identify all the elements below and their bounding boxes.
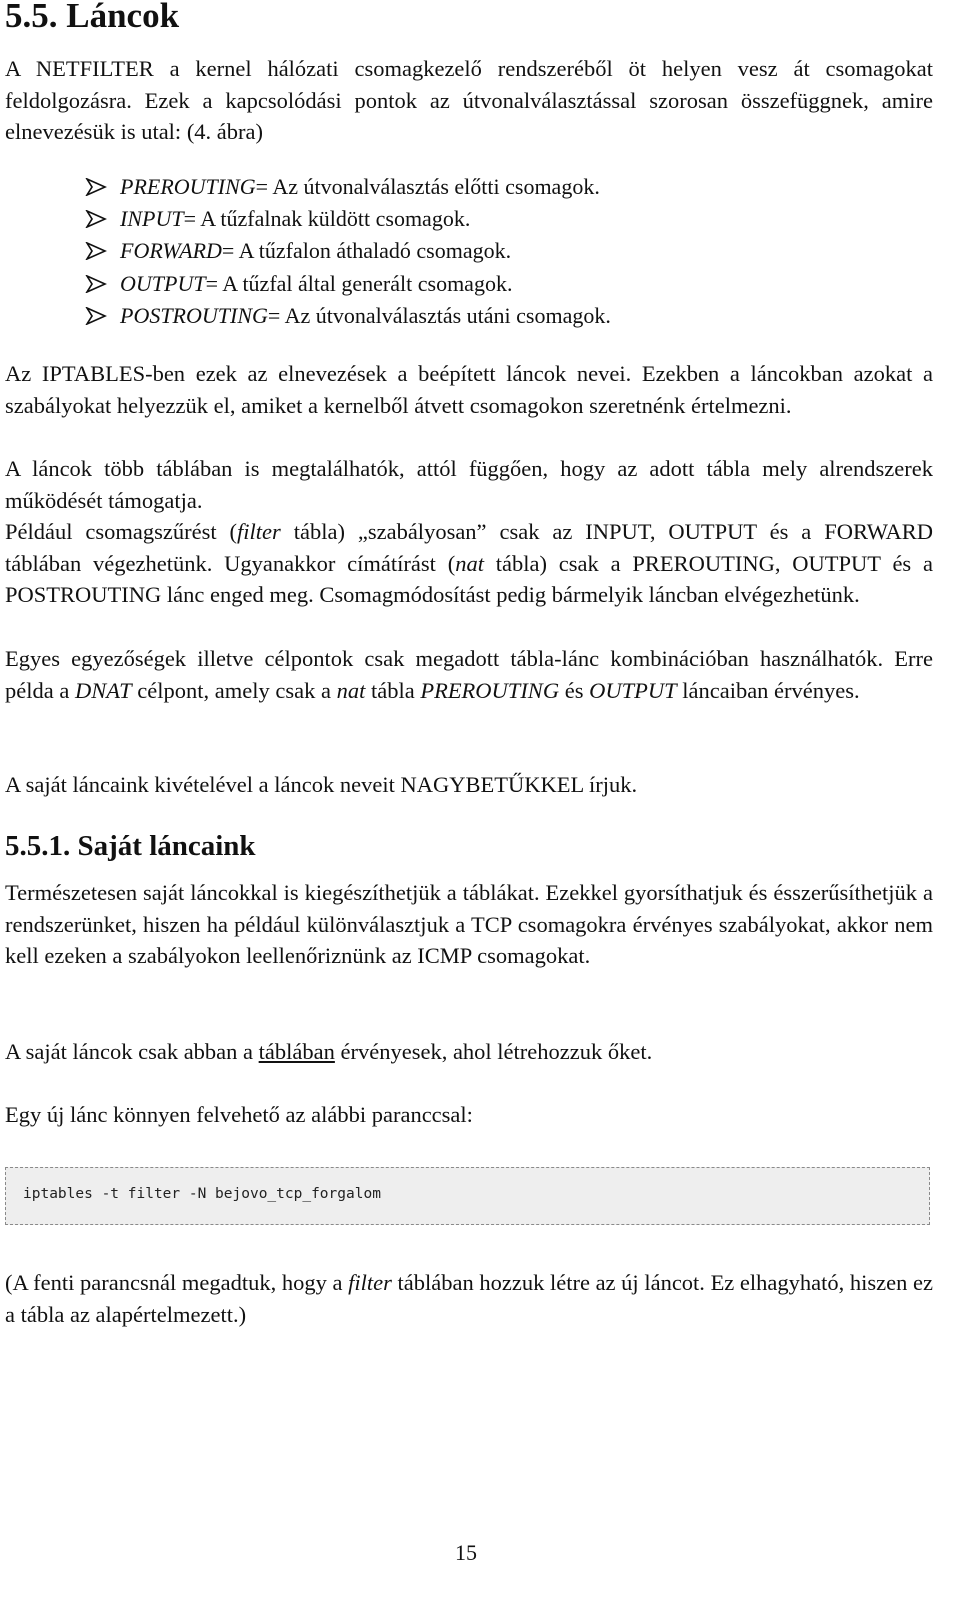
chain-list-item-forward bbox=[85, 235, 611, 267]
chain-name: INPUT bbox=[120, 206, 184, 232]
text-run: tábla bbox=[365, 677, 421, 703]
italic-term: PREROUTING bbox=[420, 677, 560, 703]
chain-list bbox=[85, 171, 611, 332]
paragraph-tables: A láncok több táblában is megtalálhatók, attól függően, hogy az adott tábla mely alrendszerek működését támogatja. bbox=[5, 456, 933, 513]
italic-term: DNAT bbox=[74, 677, 132, 703]
arrowhead-bullet-icon bbox=[85, 307, 107, 325]
text-run: A saját láncok csak abban a bbox=[5, 1039, 259, 1064]
italic-term: OUTPUT bbox=[589, 677, 677, 703]
chain-description: = Az útvonalválasztás előtti csomagok. bbox=[255, 174, 600, 199]
text-run: Például csomagszűrést ( bbox=[5, 519, 238, 544]
subsection-title: 5.5.1. Saját láncaink bbox=[5, 830, 256, 862]
arrowhead-bullet-icon bbox=[85, 210, 107, 228]
text-run: és bbox=[559, 677, 590, 703]
chain-description: = A tűzfal által generált csomagok. bbox=[205, 270, 513, 296]
chain-description: = A tűzfalon áthaladó csomagok. bbox=[221, 238, 512, 264]
paragraph-custom-chains: Természetesen saját láncokkal is kiegészíthetjük a táblákat. Ezekkel gyorsíthatjuk és ésszerűsíthetjük a rendszerünket, hiszen ha például különválasztjuk a TCP csomagokra érvényes szabályokat, akkor nem kell ezeken a szabályokon leellenőriznünk az ICMP csomagokat. bbox=[5, 880, 933, 969]
italic-term: nat bbox=[336, 677, 366, 703]
chain-name: POSTROUTING bbox=[120, 302, 268, 328]
chain-description: = A tűzfalnak küldött csomagok. bbox=[183, 206, 471, 232]
section-title: 5.5. Láncok bbox=[5, 0, 180, 35]
chain-list-item-prerouting bbox=[85, 171, 611, 203]
text-run: érvényesek, ahol létrehozzuk őket. bbox=[334, 1039, 653, 1064]
arrowhead-bullet-icon bbox=[85, 178, 107, 196]
arrowhead-bullet-icon bbox=[85, 242, 107, 260]
paragraph-note bbox=[5, 1267, 933, 1330]
table-link[interactable]: táblában bbox=[258, 1039, 335, 1064]
paragraph-valid-scope bbox=[5, 1036, 933, 1068]
text-run: táblában hozzuk létre az új láncot. Ez elhagyható, hiszen ez a tábla az alapértelmezett.) bbox=[5, 1270, 934, 1327]
paragraph-builtin-chains: Az IPTABLES-ben ezek az elnevezések a beépített láncok nevei. Ezekben a láncokban azokat a szabályokat helyezzük el, amiket a kernelből átvett csomagokon szeretnénk értelmezni. bbox=[5, 361, 933, 418]
chain-name: OUTPUT bbox=[120, 270, 206, 296]
page-number: 15 bbox=[455, 1540, 477, 1565]
italic-term: filter bbox=[237, 519, 281, 544]
italic-term: nat bbox=[455, 550, 484, 576]
chain-name: FORWARD bbox=[120, 238, 222, 264]
text-run: célpont, amely csak a bbox=[131, 677, 337, 703]
chain-name: PREROUTING bbox=[120, 174, 256, 199]
text-run: láncaiban érvényes. bbox=[676, 677, 860, 703]
arrowhead-bullet-icon bbox=[85, 275, 107, 293]
chain-description: = Az útvonalválasztás utáni csomagok. bbox=[267, 302, 611, 328]
italic-term: filter bbox=[348, 1270, 392, 1295]
paragraph-targets bbox=[5, 643, 933, 706]
text-run: (A fenti parancsnál megadtuk, hogy a bbox=[5, 1270, 349, 1295]
chain-list-item-input bbox=[85, 203, 611, 235]
code-block bbox=[5, 1167, 930, 1225]
intro-paragraph bbox=[5, 53, 933, 148]
text-run: tábla) csak a PREROUTING, OUTPUT és a POSTROUTING lánc enged meg. Csomagmódosítást pedig bármelyik láncban elvégezhetünk. bbox=[5, 550, 933, 608]
paragraph-command-intro: Egy új lánc könnyen felvehető az alábbi paranccsal: bbox=[5, 1102, 473, 1127]
paragraph-example bbox=[5, 516, 933, 611]
chain-list-item-output bbox=[85, 268, 611, 300]
intro-text: A NETFILTER a kernel hálózati csomagkezelő rendszeréből öt helyen vesz át csomagokat feldolgozásra. Ezek a kapcsolódási pontok az útvonalválasztással szorosan összefüggnek, amire elnevezésük is utal: (4. ábra) bbox=[5, 56, 933, 145]
text-run: tábla) „szabályosan” csak az INPUT, OUTPUT és a FORWARD táblában végezhetünk. Ugyanakkor címátírást ( bbox=[5, 519, 933, 576]
paragraph-uppercase-rule: A saját láncaink kivételével a láncok neveit NAGYBETŰKKEL írjuk. bbox=[5, 772, 638, 797]
command-text: iptables -t filter -N bejovo_tcp_forgalom bbox=[23, 1186, 381, 1202]
chain-list-item-postrouting bbox=[85, 300, 611, 332]
text-run: Egyes egyezőségek illetve célpontok csak megadott tábla-lánc kombinációban használhatók. Erre példa a bbox=[5, 646, 933, 703]
